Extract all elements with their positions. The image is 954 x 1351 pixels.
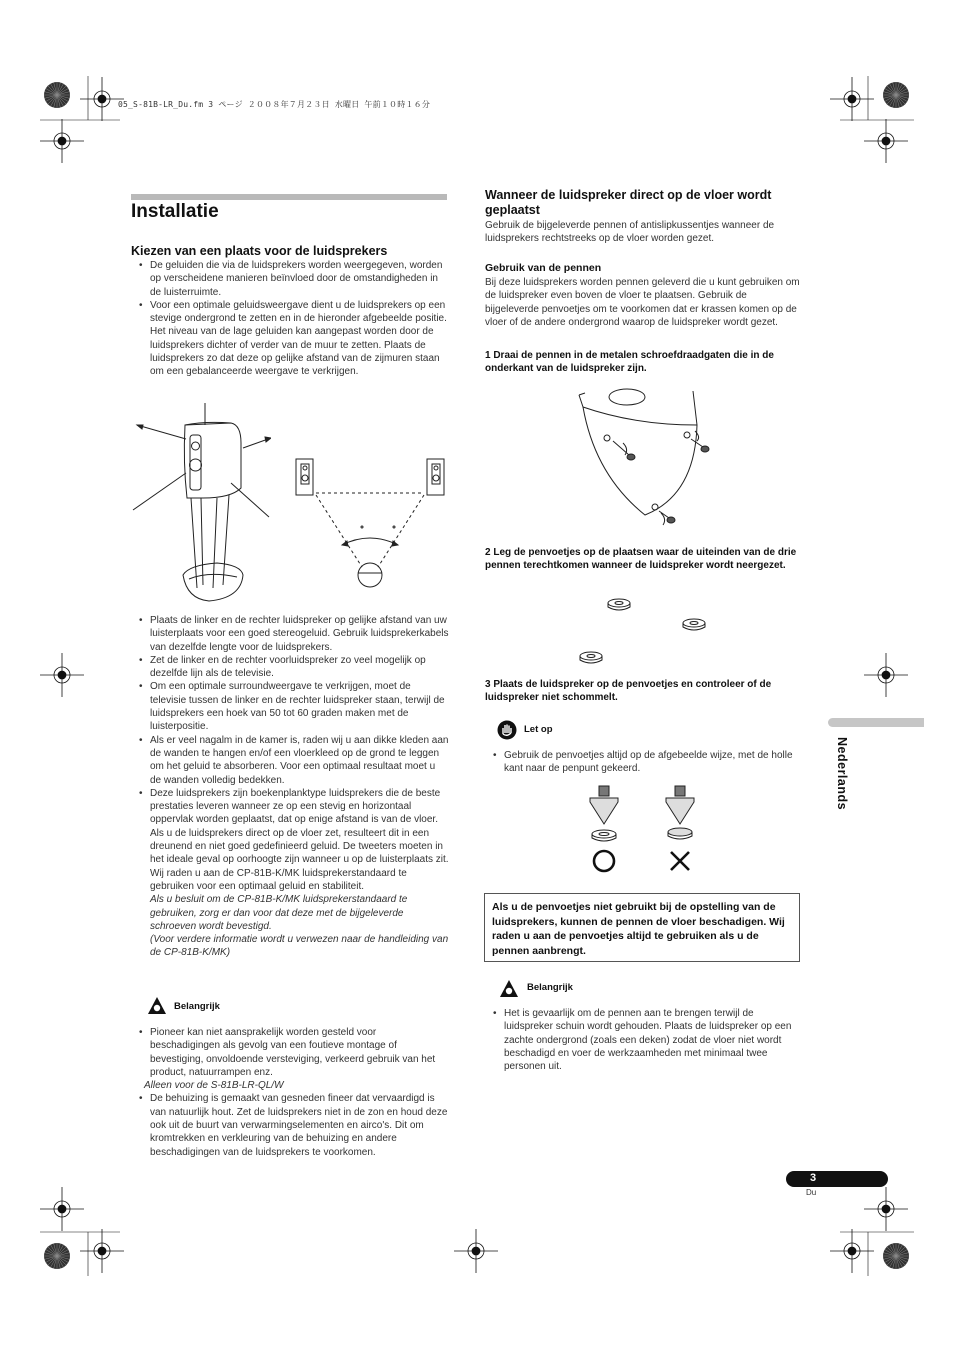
spike-pad-icon: [606, 597, 632, 613]
correct-circle-icon: [594, 851, 614, 871]
caution-label: Let op: [524, 724, 553, 735]
registration-mark-icon: [864, 1187, 908, 1231]
important-label: Belangrijk: [174, 1001, 220, 1012]
registration-mark-icon: [40, 1187, 84, 1231]
registration-mark-icon: [830, 1229, 874, 1273]
language-tab-label: Nederlands: [835, 737, 849, 811]
step-1: 1 Draai de pennen in de metalen schroefdraadgaten die in de onderkant van de luidspreker zijn.: [485, 350, 774, 374]
registration-mark-icon: [44, 1243, 70, 1269]
language-tab-bar: [828, 718, 924, 727]
step-3: 3 Plaats de luidspreker op de penvoetjes en controleer of de luidspreker niet schommelt.: [485, 679, 772, 703]
registration-mark-icon: [883, 82, 909, 108]
caution-list: [485, 749, 803, 776]
registration-mark-icon: [830, 77, 874, 121]
warning-triangle-icon: [147, 996, 167, 1015]
registration-mark-icon: [864, 653, 908, 697]
wrong-cross-icon: [671, 852, 689, 870]
italic-note-reference: (Voor verdere informatie wordt u verwezen naar de handleiding van de CP-81B-K/MK): [150, 934, 449, 959]
section-heading-floor: Wanneer de luidspreker direct op de vloer wordt geplaatst: [485, 188, 772, 217]
spikes-text: Bij deze luidsprekers worden pennen geleverd die u kunt gebruiken om de luidspreker even boven de vloer te plaatsen. Gebruik de bijgeleverde penvoetjes om te voorkomen dat er krassen komen op de vloer of de andere ondergrond waarop de luidspreker wordt gezet.: [485, 277, 800, 328]
wrong-spike-usage-illustration: [660, 784, 700, 874]
page-title: Installatie: [131, 201, 219, 222]
registration-mark-icon: [454, 1229, 498, 1273]
important-list-right: [485, 1007, 803, 1073]
subheading-spikes: Gebruik van de pennen: [485, 262, 602, 274]
step-2: 2 Leg de penvoetjes op de plaatsen waar de uiteinden van de drie pennen terechtkomen wanneer de luidspreker wordt neergezet.: [485, 547, 797, 571]
registration-mark-icon: [40, 119, 84, 163]
page-number: 3: [810, 1172, 817, 1184]
spike-pad-icon: [681, 617, 707, 633]
list-item: • Als er veel nagalm in de kamer is, raden wij u aan dikke kleden aan de wanden te hangen en/of een vloerkleed op de grond te leggen om het geluid te absorberen. Voor een optimaal resultaat moet u de wanden volledig bedekken.: [131, 734, 449, 787]
italic-note-stand: Als u besluit om de CP-81B-K/MK luidsprekerstandaard te gebruiken, zorg er dan voor dat deze met de bijgeleverde schroeven wordt bevestigd.: [150, 894, 408, 932]
warning-triangle-icon: [499, 979, 519, 998]
spike-mounting-illustration: [575, 385, 715, 535]
registration-mark-icon: [40, 653, 84, 697]
list-item: • Gebruik de penvoetjes altijd op de afgebeelde wijze, met de holle kant naar de penpunt gekeerd.: [485, 749, 803, 776]
list-item: • De behuizing is gemaakt van gesneden fineer dat vervaardigd is van natuurlijk hout. Zet de luidsprekers niet in de zon en houd deze ook uit de buurt van verwarmingselementen en airco's. Dit om kromtrekken en verkleuring van de behuizing en andere beschadigingen van de luidsprekers te voorkomen.: [131, 1092, 449, 1158]
section-heading-placement: Kiezen van een plaats voor de luidsprekers: [131, 244, 388, 258]
list-item: • Het is gevaarlijk om de pennen aan te brengen terwijl de luidspreker schuin wordt gehouden. Plaats de luidspreker op een zachte ondergrond (zoals een deken) zodat de vloer niet wordt beschadigd en voer de werkzaamheden met minimaal twee personen uit.: [485, 1007, 803, 1073]
speaker-stand-illustration: [131, 403, 271, 608]
registration-mark-icon: [80, 1229, 124, 1273]
warning-box: Als u de penvoetjes niet gebruikt bij de opstelling van de luidsprekers, kunnen de pennen de vloer beschadigen. Wij raden u aan de penvoetjes altijd te gebruiken als u de pennen aanbrengt.: [484, 893, 800, 962]
registration-mark-icon: [44, 82, 70, 108]
hand-caution-icon: [497, 720, 517, 740]
file-info-header: 05_S-81B-LR_Du.fm 3 ページ ２００８年７月２３日 水曜日 午前１０時１６分: [118, 100, 431, 109]
bullets-bottom: [131, 614, 449, 960]
important-list: [131, 1026, 449, 1159]
registration-mark-icon: [883, 1243, 909, 1269]
title-rule: [131, 194, 447, 200]
language-code: Du: [806, 1188, 817, 1197]
model-note: Alleen voor de S-81B-LR-QL/W: [144, 1080, 284, 1092]
floor-intro: Gebruik de bijgeleverde pennen of antislipkussentjes wanneer de luidsprekers rechtstreeks op de vloer worden gezet.: [485, 220, 775, 245]
correct-spike-usage-illustration: [584, 784, 624, 874]
list-item: • De geluiden die via de luidsprekers worden weergegeven, worden op verscheidene manieren beïnvloed door de omstandigheden in de luisterruimte.: [131, 259, 449, 299]
stereo-layout-illustration: [292, 455, 452, 590]
list-item: • Plaats de linker en de rechter luidspreker op gelijke afstand van uw luisterplaats voor een goed stereogeluid. Gebruik luidsprekerkabels van dezelfde lengte voor de luidsprekers.: [131, 614, 449, 654]
list-item: • Om een optimale surroundweergave te verkrijgen, moet de televisie tussen de linker en de rechter luidspreker staan, terwijl de luidsprekers een hoek van 50 tot 60 graden maken met de luisterpositie.: [131, 680, 449, 733]
spike-pad-icon: [578, 650, 604, 666]
important-label-right: Belangrijk: [527, 982, 573, 993]
page-number-badge: [786, 1171, 888, 1187]
list-item: • Deze luidsprekers zijn boekenplanktype luidsprekers die de beste prestaties leveren wanneer ze op een stevig en horizontaal oppervlak worden geplaatst, dat op enige afstand is van de vloer. Als u de luidsprekers direct op de vloer zet, resulteert dit in een dreunend en niet goed gedefinieerd geluid. De tweeters moeten in het ideale geval op oorhoogte zijn wanneer u op de luisterplaats zit. Wij raden u aan de CP-81B-K/MK luidsprekerstandaard te gebruiken voor een optimaal geluid en stabiliteit.: [131, 787, 449, 893]
list-item: • Pioneer kan niet aansprakelijk worden gesteld voor beschadigingen als gevolg van een foutieve montage of bevestiging, onvoldoende versteviging, verkeerd gebruik van het product, natuurrampen enz.: [131, 1026, 449, 1079]
registration-mark-icon: [864, 119, 908, 163]
list-item: • Voor een optimale geluidsweergave dient u de luidsprekers op een stevige ondergrond te zetten en in de hieronder afgebeelde positie. Het niveau van de lage geluiden kan aangepast worden door de luidsprekers dichter of verder van de muur te zetten. Plaats de luidsprekers zo dat deze op gelijke afstand van de zijmuren staan om een gebalanceerde weergave te verkrijgen.: [131, 299, 449, 379]
bullets-top: [131, 259, 449, 379]
list-item: • Zet de linker en de rechter voorluidspreker zo veel mogelijk op dezelfde lijn als de televisie.: [131, 654, 449, 681]
